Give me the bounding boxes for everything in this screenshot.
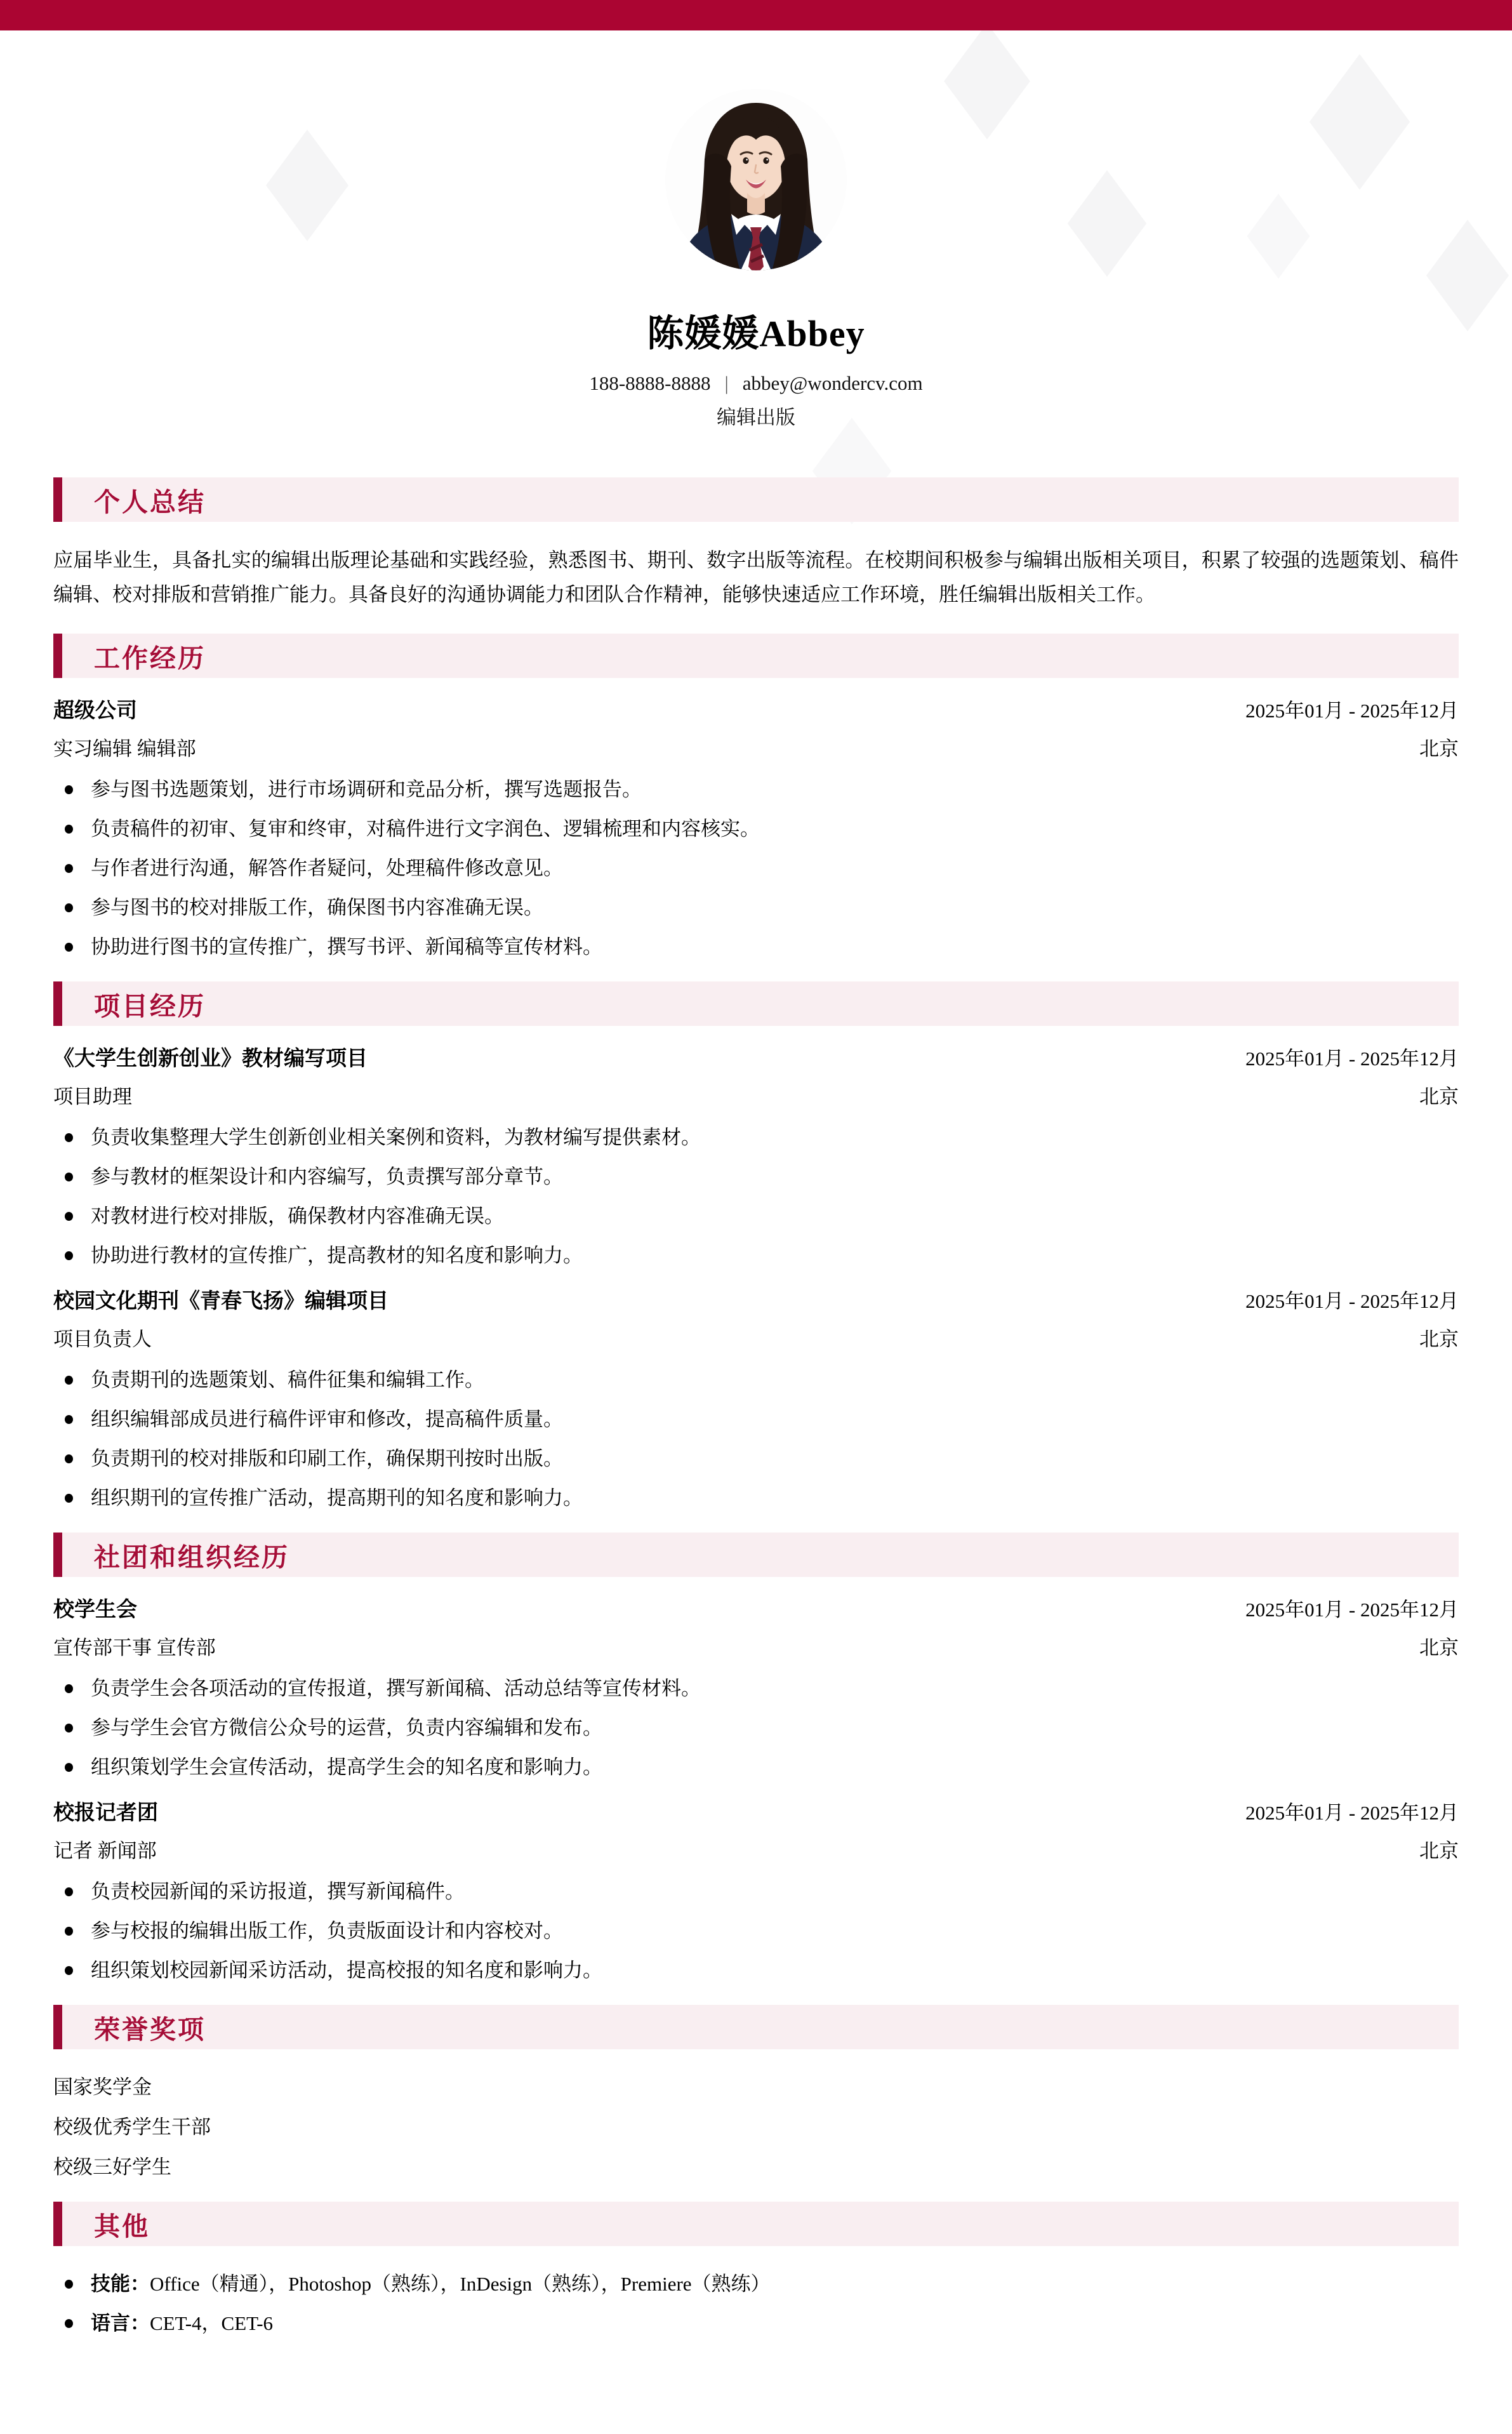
bullet-item: 负责稿件的初审、复审和终审，对稿件进行文字润色、逻辑梳理和内容核实。	[53, 816, 1459, 842]
entry-sub-row	[53, 1635, 1459, 1661]
section-other	[53, 2202, 1459, 2336]
bullet-list	[53, 1676, 1459, 1780]
bullet-list	[53, 777, 1459, 960]
diamond-decoration	[1247, 194, 1310, 279]
bullet-item: 负责收集整理大学生创新创业相关案例和资料，为教材编写提供素材。	[53, 1125, 1459, 1150]
location: 北京	[1419, 1637, 1459, 1659]
skills-label: 技能：	[91, 2273, 150, 2295]
entry-sub-row	[53, 736, 1459, 762]
project-entry	[53, 1287, 1459, 1511]
portrait-illustration	[665, 89, 847, 270]
section-title: 荣誉奖项	[94, 2014, 206, 2044]
entry-header-row	[53, 1045, 1459, 1073]
date-range: 2025年01月 - 2025年12月	[1245, 700, 1459, 722]
bullet-list	[53, 2271, 1459, 2336]
summary-paragraph: 应届毕业生，具备扎实的编辑出版理论基础和实践经验，熟悉图书、期刊、数字出版等流程。在校期间积极参与编辑出版相关项目，积累了较强的选题策划、稿件编辑、校对排版和营销推广能力。具备良好的沟通协调能力和团队合作精神，能够快速适应工作环境，胜任编辑出版相关工作。	[53, 549, 1459, 606]
organization-name: 校报记者团	[53, 1802, 158, 1825]
skills-text: Office（精通），Photoshop（熟练），InDesign（熟练），Premiere（熟练）	[150, 2273, 771, 2295]
entry-sub-row	[53, 1839, 1459, 1864]
bullet-list	[53, 1367, 1459, 1511]
project-name: 校园文化期刊《青春飞扬》编辑项目	[53, 1290, 388, 1313]
skills-item	[53, 2271, 1459, 2297]
section-work	[53, 634, 1459, 960]
role-title: 记者 新闻部	[53, 1840, 157, 1862]
languages-text: CET-4，CET-6	[150, 2312, 274, 2334]
section-title: 个人总结	[94, 487, 206, 517]
resume-body	[0, 477, 1512, 2336]
bullet-item: 组织期刊的宣传推广活动，提高期刊的知名度和影响力。	[53, 1486, 1459, 1511]
honors-list	[53, 2075, 1459, 2180]
bullet-item: 参与学生会官方微信公众号的运营，负责内容编辑和发布。	[53, 1715, 1459, 1741]
section-title: 项目经历	[94, 991, 206, 1021]
section-header-band	[53, 477, 1459, 522]
date-range: 2025年01月 - 2025年12月	[1245, 1047, 1459, 1070]
section-organizations	[53, 1533, 1459, 1983]
section-header-band	[53, 981, 1459, 1026]
project-entry	[53, 1045, 1459, 1268]
project-name: 《大学生创新创业》教材编写项目	[53, 1047, 368, 1070]
languages-item	[53, 2311, 1459, 2336]
organization-name: 校学生会	[53, 1599, 137, 1621]
work-entry	[53, 697, 1459, 960]
phone-number: 188-8888-8888	[589, 372, 711, 394]
organization-entry	[53, 1596, 1459, 1780]
entry-header-row	[53, 1287, 1459, 1315]
contact-separator: |	[724, 372, 729, 394]
date-range: 2025年01月 - 2025年12月	[1245, 1802, 1459, 1824]
email-address: abbey@wondercv.com	[742, 372, 923, 394]
bullet-item: 负责期刊的校对排版和印刷工作，确保期刊按时出版。	[53, 1446, 1459, 1472]
bullet-list	[53, 1879, 1459, 1983]
languages-label: 语言：	[91, 2312, 150, 2334]
section-header-band	[53, 1533, 1459, 1577]
bullet-item: 参与图书的校对排版工作，确保图书内容准确无误。	[53, 895, 1459, 921]
honor-item: 校级优秀学生干部	[53, 2116, 211, 2138]
entry-sub-row	[53, 1327, 1459, 1352]
entry-header-row	[53, 697, 1459, 725]
location: 北京	[1419, 1840, 1459, 1862]
bullet-item: 协助进行图书的宣传推广，撰写书评、新闻稿等宣传材料。	[53, 934, 1459, 960]
bullet-item: 对教材进行校对排版，确保教材内容准确无误。	[53, 1204, 1459, 1229]
section-title: 社团和组织经历	[94, 1542, 289, 1572]
bullet-item: 参与校报的编辑出版工作，负责版面设计和内容校对。	[53, 1919, 1459, 1944]
candidate-name: 陈媛媛Abbey	[647, 313, 865, 354]
section-projects	[53, 981, 1459, 1511]
date-range: 2025年01月 - 2025年12月	[1245, 1599, 1459, 1621]
section-title: 其他	[94, 2211, 150, 2241]
entry-sub-row	[53, 1084, 1459, 1110]
role-title: 项目负责人	[53, 1328, 152, 1350]
diamond-decoration	[944, 23, 1030, 139]
entry-header-row	[53, 1799, 1459, 1827]
bullet-item: 组织编辑部成员进行稿件评审和修改，提高稿件质量。	[53, 1407, 1459, 1432]
diamond-decoration	[266, 130, 348, 241]
bullet-item: 与作者进行沟通，解答作者疑问，处理稿件修改意见。	[53, 856, 1459, 881]
section-header-band	[53, 634, 1459, 678]
bullet-item: 协助进行教材的宣传推广，提高教材的知名度和影响力。	[53, 1243, 1459, 1268]
bullet-item: 负责校园新闻的采访报道，撰写新闻稿件。	[53, 1879, 1459, 1905]
organization-entry	[53, 1799, 1459, 1983]
bullet-item: 组织策划校园新闻采访活动，提高校报的知名度和影响力。	[53, 1958, 1459, 1983]
diamond-decoration	[1310, 54, 1410, 190]
section-honors	[53, 2005, 1459, 2180]
date-range: 2025年01月 - 2025年12月	[1245, 1290, 1459, 1312]
diamond-decoration	[1068, 170, 1146, 277]
bullet-item: 组织策划学生会宣传活动，提高学生会的知名度和影响力。	[53, 1755, 1459, 1780]
bullet-list	[53, 1125, 1459, 1268]
honor-item: 校级三好学生	[53, 2156, 171, 2178]
role-title: 宣传部干事 宣传部	[53, 1637, 216, 1659]
job-title: 编辑出版	[717, 406, 795, 429]
section-title: 工作经历	[94, 643, 206, 673]
location: 北京	[1419, 1086, 1459, 1108]
location: 北京	[1419, 738, 1459, 760]
honor-item: 国家奖学金	[53, 2076, 152, 2098]
bullet-item: 参与图书选题策划，进行市场调研和竞品分析，撰写选题报告。	[53, 777, 1459, 802]
bullet-item: 负责学生会各项活动的宣传报道，撰写新闻稿、活动总结等宣传材料。	[53, 1676, 1459, 1701]
bullet-item: 负责期刊的选题策划、稿件征集和编辑工作。	[53, 1367, 1459, 1393]
company-name: 超级公司	[53, 700, 137, 722]
entry-header-row	[53, 1596, 1459, 1624]
role-title: 项目助理	[53, 1086, 132, 1108]
bullet-item: 参与教材的框架设计和内容编写，负责撰写部分章节。	[53, 1164, 1459, 1190]
role-title: 实习编辑 编辑部	[53, 738, 196, 760]
section-summary	[53, 477, 1459, 612]
section-header-band	[53, 2202, 1459, 2246]
section-header-band	[53, 2005, 1459, 2049]
location: 北京	[1419, 1328, 1459, 1350]
profile-photo	[665, 89, 847, 270]
top-accent-bar	[0, 0, 1512, 30]
contact-line	[0, 372, 1512, 395]
